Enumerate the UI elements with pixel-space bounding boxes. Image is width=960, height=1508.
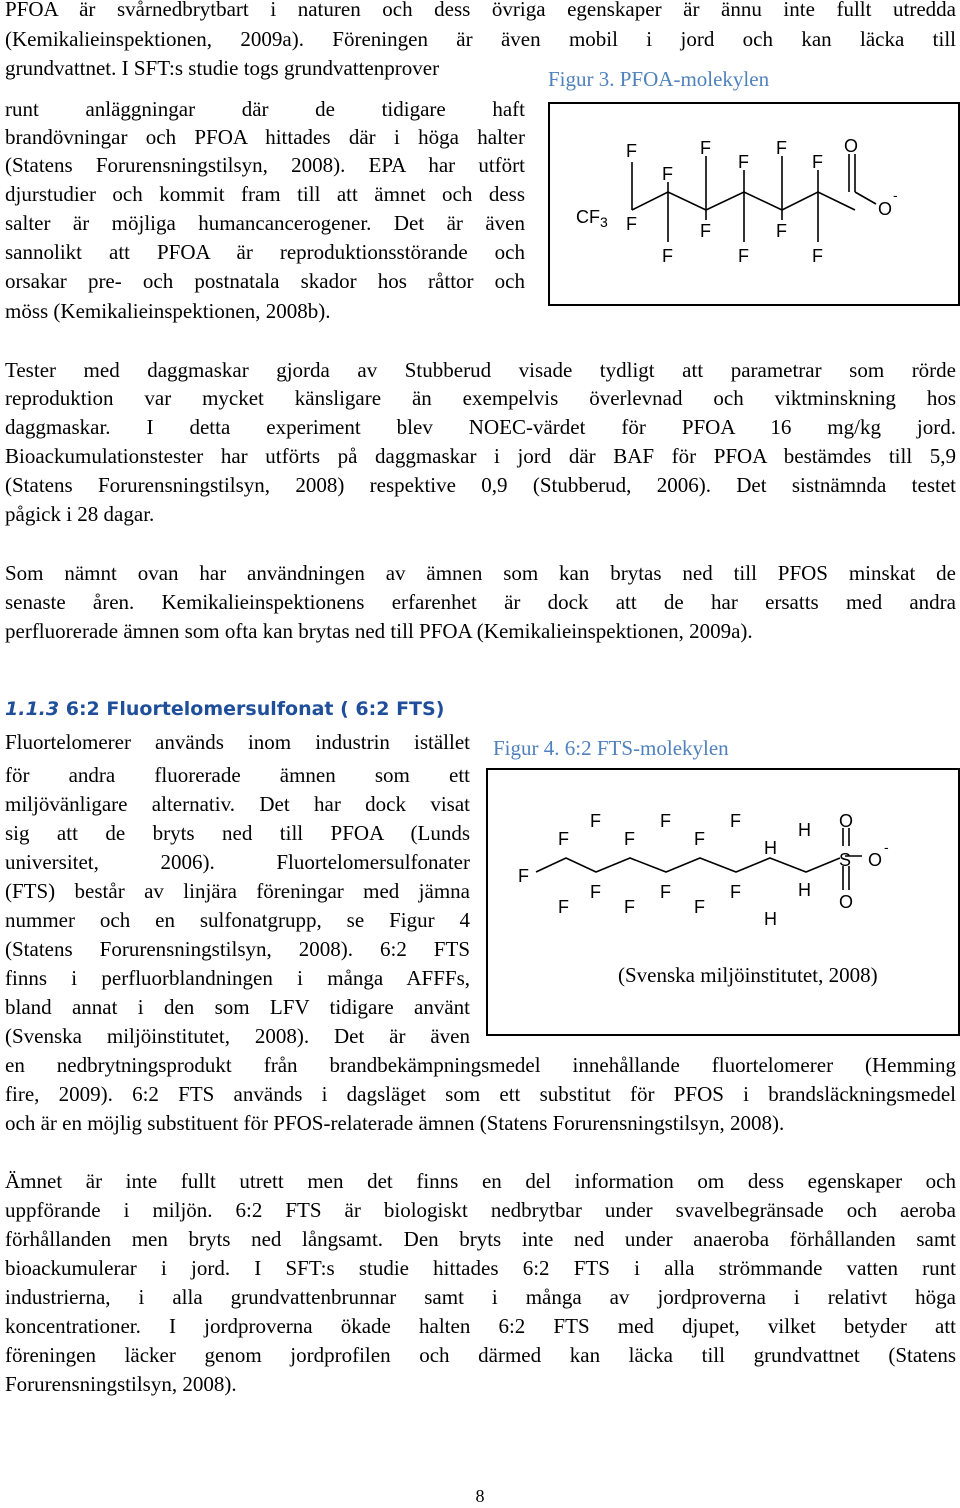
figure-4-box xyxy=(486,768,960,1036)
section-title: 6:2 Fluortelomersulfonat ( 6:2 FTS) xyxy=(65,698,445,720)
atom-label-f: F xyxy=(558,829,569,849)
atom-charge-minus: - xyxy=(893,187,898,203)
text-line: bioackumulerar i jord. I SFT:s studie hittades 6:2 FTS i alla strömmande vatten runt xyxy=(5,1256,956,1280)
atom-label-f: F xyxy=(776,221,787,241)
text-line: (FTS) består av linjära föreningar med jämna xyxy=(5,879,470,903)
text-line: PFOA är svårnedbrytbart i naturen och dess övriga egenskaper är ännu inte fullt utredda xyxy=(5,0,956,21)
text-line: sannolikt att PFOA är reproduktionsstörande och xyxy=(5,240,525,264)
text-line: Forurensningstilsyn, 2008). xyxy=(5,1372,237,1396)
atom-label-f: F xyxy=(624,897,635,917)
atom-charge-minus: - xyxy=(884,839,889,855)
pfoa-molecule-diagram xyxy=(550,104,958,304)
text-line: Ämnet är inte fullt utrett men det finns en del information om dess egenskaper och xyxy=(5,1169,956,1193)
atom-label-h: H xyxy=(764,838,777,858)
atom-label-f: F xyxy=(558,897,569,917)
text-line: (Svenska miljöinstitutet, 2008). Det är även xyxy=(5,1024,470,1048)
pfoa-atom-labels xyxy=(576,136,898,266)
figure-4-source: (Svenska miljöinstitutet, 2008) xyxy=(618,963,878,987)
atom-label-o: O xyxy=(839,811,854,831)
text-line: förhållanden men bryts ned långsamt. Den bryts inte ned under anaeroba förhållanden samt xyxy=(5,1227,956,1251)
text-line: orsakar pre- och postnatala skador hos råttor och xyxy=(5,269,525,293)
text-line: djurstudier och kommit fram till att ämnet och dess xyxy=(5,182,525,206)
text-line: nummer och en sulfonatgrupp, se Figur 4 xyxy=(5,908,470,932)
text-line: Bioackumulationstester har utförts på daggmaskar i jord där BAF för PFOA bestämdes till 5,9 xyxy=(5,444,956,468)
atom-label-o: O xyxy=(868,850,883,870)
atom-label-h: H xyxy=(764,909,777,929)
atom-label-f: F xyxy=(776,138,787,158)
atom-label-f: F xyxy=(812,152,823,172)
text-line: daggmaskar. I detta experiment blev NOEC-värdet för PFOA 16 mg/kg jord. xyxy=(5,415,956,439)
page-number: 8 xyxy=(475,1486,485,1506)
atom-label-o: O xyxy=(839,892,854,912)
text-line: (Statens Forurensningstilsyn, 2008). 6:2 FTS xyxy=(5,937,470,961)
text-line: salter är möjliga humancancerogener. Det är även xyxy=(5,211,525,235)
atom-label-f: F xyxy=(590,811,601,831)
text-line: senaste åren. Kemikalieinspektionens erfarenhet är dock att de har ersatts med andra xyxy=(5,590,956,614)
atom-label-f: F xyxy=(812,246,823,266)
text-line: brandövningar och PFOA hittades där i höga halter xyxy=(5,125,525,149)
figure-4-caption: Figur 4. 6:2 FTS-molekylen xyxy=(493,736,729,760)
atom-label-f: F xyxy=(700,221,711,241)
section-number: 1.1.3 xyxy=(5,698,60,720)
atom-label-f: F xyxy=(660,811,671,831)
atom-label-s: S xyxy=(839,850,852,870)
atom-label-f: F xyxy=(662,164,673,184)
figure-3-box xyxy=(548,102,960,306)
text-line: (Statens Forurensningstilsyn, 2008). EPA har utfört xyxy=(5,153,525,177)
text-line: pågick i 28 dagar. xyxy=(5,502,155,526)
atom-label-f: F xyxy=(626,214,637,234)
text-line: fire, 2009). 6:2 FTS används i dagsläget som ett substitut för PFOS i brandsläckningsmedel xyxy=(5,1082,956,1106)
text-line: föreningen läcker genom jordprofilen och därmed kan läcka till grundvattnet (Statens xyxy=(5,1343,956,1367)
atom-label-f: F xyxy=(626,141,637,161)
atom-label-h: H xyxy=(798,820,811,840)
figure-3-caption: Figur 3. PFOA-molekylen xyxy=(548,67,770,91)
text-line: möss (Kemikalieinspektionen, 2008b). xyxy=(5,299,331,323)
text-line: universitet, 2006). Fluortelomersulfonater xyxy=(5,850,470,874)
fts-molecule-diagram xyxy=(488,770,958,1034)
atom-label-o: O xyxy=(844,136,859,156)
atom-label-f: F xyxy=(694,897,705,917)
text-line: Tester med daggmaskar gjorda av Stubberud visade tydligt att parametrar som rörde xyxy=(5,358,956,382)
atom-label-f: F xyxy=(738,152,749,172)
atom-label-o: O xyxy=(878,199,893,219)
text-line: Fluortelomerer används inom industrin istället xyxy=(5,730,470,754)
section-heading xyxy=(5,694,444,724)
atom-label-f: F xyxy=(730,882,741,902)
text-line: miljövänligare alternativ. Det har dock visat xyxy=(5,792,470,816)
atom-label-f: F xyxy=(590,882,601,902)
atom-label-f: F xyxy=(624,829,635,849)
atom-label-f: F xyxy=(738,246,749,266)
atom-label-f: F xyxy=(694,829,705,849)
atom-label-f: F xyxy=(518,866,529,886)
text-line: bland annat i den som LFV tidigare använt xyxy=(5,995,470,1019)
text-line: för andra fluorerade ämnen som ett xyxy=(5,763,470,787)
text-line: runt anläggningar där de tidigare haft xyxy=(5,97,525,121)
text-line: reproduktion var mycket känsligare än exempelvis överlevnad och viktminskning hos xyxy=(5,386,956,410)
atom-label-f: F xyxy=(730,811,741,831)
atom-label-f: F xyxy=(660,882,671,902)
text-line: och är en möjlig substituent för PFOS-relaterade ämnen (Statens Forurensningstilsyn, 2008). xyxy=(5,1111,785,1135)
fts-atom-labels xyxy=(518,811,889,929)
atom-label-f: F xyxy=(662,246,673,266)
text-line: (Statens Forurensningstilsyn, 2008) respektive 0,9 (Stubberud, 2006). Det sistnämnda testet xyxy=(5,473,956,497)
text-line: koncentrationer. I jordproverna ökade halten 6:2 FTS med djupet, vilket betyder att xyxy=(5,1314,956,1338)
text-line: Som nämnt ovan har användningen av ämnen som kan brytas ned till PFOS minskat de xyxy=(5,561,956,585)
text-line: uppförande i miljön. 6:2 FTS är biologiskt nedbrytbar under svavelbegränsade och aeroba xyxy=(5,1198,956,1222)
text-line: sig att de bryts ned till PFOA (Lunds xyxy=(5,821,470,845)
atom-label-f: F xyxy=(700,138,711,158)
text-line: (Kemikalieinspektionen, 2009a). Föreningen är även mobil i jord och kan läcka till xyxy=(5,27,956,51)
text-line: industrierna, i alla grundvattenbrunnar samt i många av jordproverna i relativt höga xyxy=(5,1285,956,1309)
text-line: finns i perfluorblandningen i många AFFFs, xyxy=(5,966,470,990)
text-line: grundvattnet. I SFT:s studie togs grundvattenprover xyxy=(5,56,440,80)
atom-label-cf3: $CF_3$ xyxy=(576,207,608,230)
atom-label-h: H xyxy=(798,880,811,900)
text-line: en nedbrytningsprodukt från brandbekämpningsmedel innehållande fluortelomerer (Hemming xyxy=(5,1053,956,1077)
text-line: perfluorerade ämnen som ofta kan brytas ned till PFOA (Kemikalieinspektionen, 2009a). xyxy=(5,619,753,643)
